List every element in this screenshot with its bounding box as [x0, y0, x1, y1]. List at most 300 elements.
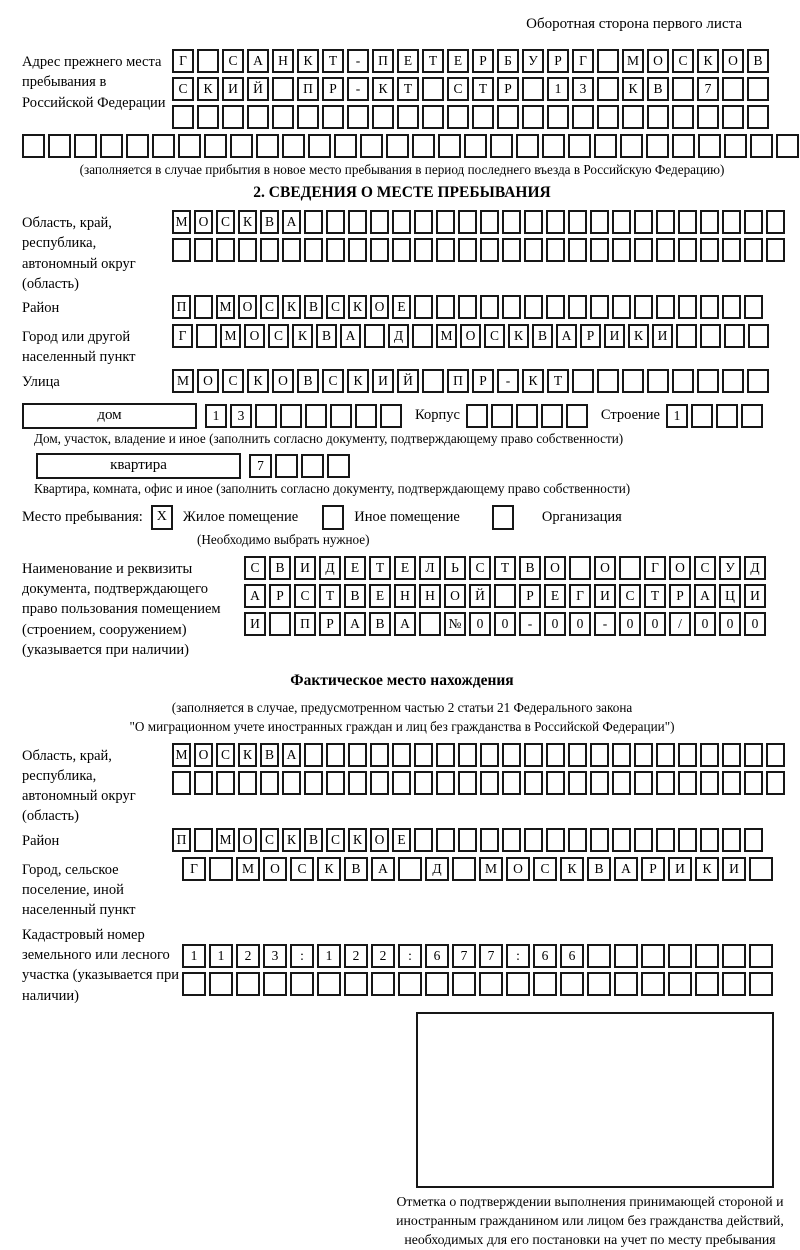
char-cell[interactable] [560, 972, 584, 996]
char-cell[interactable]: № [444, 612, 466, 636]
char-cell[interactable] [678, 210, 697, 234]
char-cell[interactable] [750, 134, 773, 158]
char-cell[interactable]: А [282, 210, 301, 234]
char-cell[interactable]: И [294, 556, 316, 580]
char-cell[interactable] [590, 743, 609, 767]
char-cell[interactable] [569, 556, 591, 580]
char-cell[interactable]: К [628, 324, 649, 348]
char-cell[interactable]: В [647, 77, 669, 101]
char-cell[interactable]: О [272, 369, 294, 393]
char-cell[interactable]: Г [182, 857, 206, 881]
char-cell[interactable] [568, 134, 591, 158]
char-cell[interactable]: И [244, 612, 266, 636]
char-cell[interactable]: С [216, 743, 235, 767]
char-cell[interactable] [516, 134, 539, 158]
char-cell[interactable]: С [260, 828, 279, 852]
char-cell[interactable] [348, 743, 367, 767]
char-cell[interactable] [74, 134, 97, 158]
char-cell[interactable] [744, 295, 763, 319]
char-cell[interactable] [697, 369, 719, 393]
char-cell[interactable] [372, 105, 394, 129]
char-cell[interactable]: А [247, 49, 269, 73]
char-cell[interactable] [364, 324, 385, 348]
char-cell[interactable] [344, 972, 368, 996]
char-cell[interactable] [697, 105, 719, 129]
char-cell[interactable]: О [370, 828, 389, 852]
char-cell[interactable] [197, 105, 219, 129]
char-cell[interactable] [480, 828, 499, 852]
char-cell[interactable]: В [532, 324, 553, 348]
char-cell[interactable] [280, 404, 302, 428]
char-cell[interactable]: Р [519, 584, 541, 608]
char-cell[interactable] [422, 105, 444, 129]
char-cell[interactable] [691, 404, 713, 428]
char-cell[interactable] [194, 828, 213, 852]
char-cell[interactable] [722, 828, 741, 852]
char-cell[interactable]: : [506, 944, 530, 968]
char-cell[interactable]: О [647, 49, 669, 73]
char-cell[interactable] [722, 771, 741, 795]
char-cell[interactable]: А [556, 324, 577, 348]
char-cell[interactable]: 0 [469, 612, 491, 636]
char-cell[interactable] [48, 134, 71, 158]
char-cell[interactable] [541, 404, 563, 428]
char-cell[interactable] [678, 295, 697, 319]
char-cell[interactable] [634, 210, 653, 234]
char-cell[interactable]: П [172, 828, 191, 852]
char-cell[interactable] [304, 210, 323, 234]
char-cell[interactable] [641, 944, 665, 968]
char-cell[interactable]: В [344, 857, 368, 881]
char-cell[interactable] [546, 295, 565, 319]
char-cell[interactable] [172, 771, 191, 795]
char-cell[interactable] [744, 771, 763, 795]
char-cell[interactable]: Ц [719, 584, 741, 608]
char-cell[interactable]: П [294, 612, 316, 636]
char-cell[interactable]: Й [247, 77, 269, 101]
char-cell[interactable] [656, 295, 675, 319]
char-cell[interactable]: В [316, 324, 337, 348]
char-cell[interactable] [480, 743, 499, 767]
char-cell[interactable] [722, 238, 741, 262]
char-cell[interactable] [612, 828, 631, 852]
char-cell[interactable]: 1 [182, 944, 206, 968]
char-cell[interactable] [749, 972, 773, 996]
char-cell[interactable]: О [238, 828, 257, 852]
char-cell[interactable] [436, 210, 455, 234]
char-cell[interactable] [568, 828, 587, 852]
char-cell[interactable] [260, 238, 279, 262]
char-cell[interactable]: А [282, 743, 301, 767]
char-cell[interactable]: С [260, 295, 279, 319]
char-cell[interactable] [458, 771, 477, 795]
char-cell[interactable]: С [326, 828, 345, 852]
char-cell[interactable] [587, 944, 611, 968]
char-cell[interactable] [502, 771, 521, 795]
char-cell[interactable]: Е [392, 828, 411, 852]
char-cell[interactable]: К [247, 369, 269, 393]
char-cell[interactable] [722, 105, 744, 129]
char-cell[interactable]: 7 [249, 454, 272, 478]
char-cell[interactable]: К [348, 295, 367, 319]
char-cell[interactable]: Ь [444, 556, 466, 580]
char-cell[interactable]: У [719, 556, 741, 580]
char-cell[interactable]: К [522, 369, 544, 393]
char-cell[interactable]: М [220, 324, 241, 348]
char-cell[interactable] [522, 77, 544, 101]
char-cell[interactable]: И [744, 584, 766, 608]
char-cell[interactable]: С [216, 210, 235, 234]
char-cell[interactable]: 1 [205, 404, 227, 428]
char-cell[interactable] [620, 134, 643, 158]
char-cell[interactable] [269, 612, 291, 636]
char-cell[interactable] [301, 454, 324, 478]
char-cell[interactable] [414, 238, 433, 262]
char-cell[interactable] [204, 134, 227, 158]
char-cell[interactable] [480, 210, 499, 234]
char-cell[interactable]: С [469, 556, 491, 580]
char-cell[interactable]: 2 [236, 944, 260, 968]
char-cell[interactable]: И [652, 324, 673, 348]
char-cell[interactable] [422, 369, 444, 393]
char-cell[interactable]: В [369, 612, 391, 636]
char-cell[interactable]: Г [172, 49, 194, 73]
char-cell[interactable] [182, 972, 206, 996]
char-cell[interactable] [436, 828, 455, 852]
char-cell[interactable]: 0 [494, 612, 516, 636]
char-cell[interactable]: Н [272, 49, 294, 73]
char-cell[interactable]: О [197, 369, 219, 393]
char-cell[interactable]: В [747, 49, 769, 73]
char-cell[interactable] [678, 743, 697, 767]
char-cell[interactable]: С [533, 857, 557, 881]
char-cell[interactable] [197, 49, 219, 73]
char-cell[interactable] [641, 972, 665, 996]
char-cell[interactable]: Е [447, 49, 469, 73]
char-cell[interactable] [370, 238, 389, 262]
char-cell[interactable]: Т [369, 556, 391, 580]
char-cell[interactable] [546, 743, 565, 767]
char-cell[interactable]: О [506, 857, 530, 881]
char-cell[interactable] [392, 743, 411, 767]
char-cell[interactable] [614, 972, 638, 996]
char-cell[interactable]: Т [547, 369, 569, 393]
char-cell[interactable] [194, 295, 213, 319]
char-cell[interactable]: О [460, 324, 481, 348]
char-cell[interactable]: К [372, 77, 394, 101]
char-cell[interactable]: Р [472, 369, 494, 393]
char-cell[interactable] [348, 210, 367, 234]
char-cell[interactable] [238, 771, 257, 795]
char-cell[interactable]: Д [425, 857, 449, 881]
char-cell[interactable] [597, 369, 619, 393]
char-cell[interactable] [700, 324, 721, 348]
char-cell[interactable] [370, 743, 389, 767]
char-cell[interactable] [597, 49, 619, 73]
char-cell[interactable] [587, 972, 611, 996]
char-cell[interactable] [597, 77, 619, 101]
char-cell[interactable] [458, 238, 477, 262]
char-cell[interactable]: О [194, 743, 213, 767]
char-cell[interactable] [355, 404, 377, 428]
char-cell[interactable] [766, 210, 785, 234]
char-cell[interactable] [386, 134, 409, 158]
char-cell[interactable]: Т [319, 584, 341, 608]
char-cell[interactable] [491, 404, 513, 428]
char-cell[interactable] [308, 134, 331, 158]
char-cell[interactable]: Р [269, 584, 291, 608]
char-cell[interactable] [634, 238, 653, 262]
char-cell[interactable] [656, 238, 675, 262]
char-cell[interactable] [524, 828, 543, 852]
char-cell[interactable]: 0 [544, 612, 566, 636]
char-cell[interactable] [490, 134, 513, 158]
char-cell[interactable]: К [238, 210, 257, 234]
char-cell[interactable]: У [522, 49, 544, 73]
char-cell[interactable] [766, 771, 785, 795]
char-cell[interactable]: 0 [744, 612, 766, 636]
char-cell[interactable] [568, 238, 587, 262]
char-cell[interactable]: С [294, 584, 316, 608]
char-cell[interactable]: В [260, 210, 279, 234]
char-cell[interactable] [317, 972, 341, 996]
char-cell[interactable] [236, 972, 260, 996]
char-cell[interactable] [282, 771, 301, 795]
char-cell[interactable] [466, 404, 488, 428]
char-cell[interactable] [647, 369, 669, 393]
checkbox-zhiloe[interactable]: X [151, 505, 173, 530]
char-cell[interactable] [392, 210, 411, 234]
char-cell[interactable]: С [322, 369, 344, 393]
char-cell[interactable] [398, 857, 422, 881]
char-cell[interactable]: А [244, 584, 266, 608]
char-cell[interactable]: К [292, 324, 313, 348]
char-cell[interactable] [546, 238, 565, 262]
char-cell[interactable]: Й [397, 369, 419, 393]
char-cell[interactable]: Г [644, 556, 666, 580]
char-cell[interactable] [776, 134, 799, 158]
char-cell[interactable]: К [508, 324, 529, 348]
char-cell[interactable]: Г [572, 49, 594, 73]
char-cell[interactable]: В [260, 743, 279, 767]
char-cell[interactable]: К [317, 857, 341, 881]
char-cell[interactable] [370, 210, 389, 234]
char-cell[interactable] [425, 972, 449, 996]
char-cell[interactable] [700, 771, 719, 795]
char-cell[interactable]: Р [641, 857, 665, 881]
char-cell[interactable]: С [222, 49, 244, 73]
char-cell[interactable] [326, 743, 345, 767]
char-cell[interactable]: Т [322, 49, 344, 73]
char-cell[interactable] [480, 238, 499, 262]
char-cell[interactable] [700, 210, 719, 234]
char-cell[interactable] [744, 743, 763, 767]
char-cell[interactable]: 0 [569, 612, 591, 636]
char-cell[interactable]: Р [319, 612, 341, 636]
char-cell[interactable]: М [172, 743, 191, 767]
char-cell[interactable] [260, 771, 279, 795]
char-cell[interactable] [282, 238, 301, 262]
char-cell[interactable] [209, 857, 233, 881]
char-cell[interactable]: 3 [263, 944, 287, 968]
char-cell[interactable]: 3 [572, 77, 594, 101]
char-cell[interactable]: В [519, 556, 541, 580]
char-cell[interactable] [494, 584, 516, 608]
char-cell[interactable] [196, 324, 217, 348]
char-cell[interactable]: Н [394, 584, 416, 608]
char-cell[interactable] [698, 134, 721, 158]
char-cell[interactable] [678, 238, 697, 262]
char-cell[interactable] [100, 134, 123, 158]
char-cell[interactable] [678, 771, 697, 795]
char-cell[interactable]: - [594, 612, 616, 636]
char-cell[interactable] [572, 105, 594, 129]
char-cell[interactable] [256, 134, 279, 158]
char-cell[interactable] [612, 238, 631, 262]
char-cell[interactable] [414, 210, 433, 234]
char-cell[interactable]: А [340, 324, 361, 348]
char-cell[interactable] [371, 972, 395, 996]
char-cell[interactable] [695, 972, 719, 996]
char-cell[interactable] [392, 238, 411, 262]
char-cell[interactable] [304, 238, 323, 262]
char-cell[interactable] [634, 771, 653, 795]
char-cell[interactable]: Е [394, 556, 416, 580]
char-cell[interactable]: Р [580, 324, 601, 348]
char-cell[interactable]: К [348, 828, 367, 852]
char-cell[interactable] [590, 210, 609, 234]
char-cell[interactable]: 6 [560, 944, 584, 968]
char-cell[interactable]: Т [422, 49, 444, 73]
char-cell[interactable] [590, 295, 609, 319]
char-cell[interactable] [502, 295, 521, 319]
char-cell[interactable] [247, 105, 269, 129]
char-cell[interactable]: П [447, 369, 469, 393]
char-cell[interactable] [524, 238, 543, 262]
char-cell[interactable] [502, 828, 521, 852]
char-cell[interactable] [612, 210, 631, 234]
char-cell[interactable] [672, 369, 694, 393]
char-cell[interactable] [304, 743, 323, 767]
char-cell[interactable]: К [297, 49, 319, 73]
char-cell[interactable] [533, 972, 557, 996]
char-cell[interactable] [392, 771, 411, 795]
char-cell[interactable]: Е [392, 295, 411, 319]
char-cell[interactable] [524, 210, 543, 234]
char-cell[interactable] [458, 828, 477, 852]
char-cell[interactable]: К [695, 857, 719, 881]
char-cell[interactable] [566, 404, 588, 428]
char-cell[interactable]: Е [369, 584, 391, 608]
char-cell[interactable]: 1 [666, 404, 688, 428]
char-cell[interactable] [568, 295, 587, 319]
char-cell[interactable] [568, 210, 587, 234]
char-cell[interactable]: Г [569, 584, 591, 608]
char-cell[interactable] [414, 295, 433, 319]
char-cell[interactable] [436, 743, 455, 767]
char-cell[interactable] [668, 944, 692, 968]
char-cell[interactable] [360, 134, 383, 158]
char-cell[interactable]: С [326, 295, 345, 319]
char-cell[interactable]: 0 [619, 612, 641, 636]
char-cell[interactable] [724, 134, 747, 158]
char-cell[interactable]: Й [469, 584, 491, 608]
char-cell[interactable]: 2 [344, 944, 368, 968]
char-cell[interactable]: Л [419, 556, 441, 580]
char-cell[interactable] [749, 857, 773, 881]
char-cell[interactable] [348, 238, 367, 262]
char-cell[interactable] [172, 238, 191, 262]
char-cell[interactable] [612, 295, 631, 319]
char-cell[interactable] [414, 828, 433, 852]
char-cell[interactable]: К [197, 77, 219, 101]
char-cell[interactable] [678, 828, 697, 852]
char-cell[interactable] [766, 238, 785, 262]
char-cell[interactable] [672, 105, 694, 129]
char-cell[interactable] [634, 828, 653, 852]
char-cell[interactable] [724, 324, 745, 348]
char-cell[interactable] [722, 369, 744, 393]
char-cell[interactable]: М [622, 49, 644, 73]
char-cell[interactable]: 7 [479, 944, 503, 968]
char-cell[interactable] [547, 105, 569, 129]
char-cell[interactable]: Е [344, 556, 366, 580]
char-cell[interactable]: В [297, 369, 319, 393]
char-cell[interactable]: С [672, 49, 694, 73]
char-cell[interactable]: Е [397, 49, 419, 73]
char-cell[interactable] [716, 404, 738, 428]
char-cell[interactable] [700, 295, 719, 319]
char-cell[interactable]: 7 [452, 944, 476, 968]
char-cell[interactable] [622, 105, 644, 129]
char-cell[interactable] [272, 105, 294, 129]
char-cell[interactable] [447, 105, 469, 129]
char-cell[interactable] [290, 972, 314, 996]
char-cell[interactable] [656, 828, 675, 852]
char-cell[interactable]: В [344, 584, 366, 608]
char-cell[interactable] [436, 238, 455, 262]
char-cell[interactable] [436, 771, 455, 795]
char-cell[interactable]: О [263, 857, 287, 881]
char-cell[interactable]: И [594, 584, 616, 608]
char-cell[interactable] [546, 210, 565, 234]
char-cell[interactable] [222, 105, 244, 129]
char-cell[interactable] [722, 210, 741, 234]
char-cell[interactable]: О [444, 584, 466, 608]
char-cell[interactable]: С [484, 324, 505, 348]
char-cell[interactable] [522, 105, 544, 129]
char-cell[interactable]: С [244, 556, 266, 580]
char-cell[interactable] [412, 134, 435, 158]
char-cell[interactable] [546, 828, 565, 852]
char-cell[interactable] [695, 944, 719, 968]
char-cell[interactable]: Е [544, 584, 566, 608]
char-cell[interactable]: Б [497, 49, 519, 73]
char-cell[interactable]: М [236, 857, 260, 881]
char-cell[interactable] [334, 134, 357, 158]
char-cell[interactable]: И [604, 324, 625, 348]
char-cell[interactable]: К [282, 295, 301, 319]
char-cell[interactable] [747, 77, 769, 101]
char-cell[interactable]: А [694, 584, 716, 608]
char-cell[interactable] [744, 238, 763, 262]
char-cell[interactable]: О [194, 210, 213, 234]
char-cell[interactable]: С [447, 77, 469, 101]
char-cell[interactable]: С [172, 77, 194, 101]
char-cell[interactable]: С [619, 584, 641, 608]
char-cell[interactable]: О [238, 295, 257, 319]
char-cell[interactable] [419, 612, 441, 636]
